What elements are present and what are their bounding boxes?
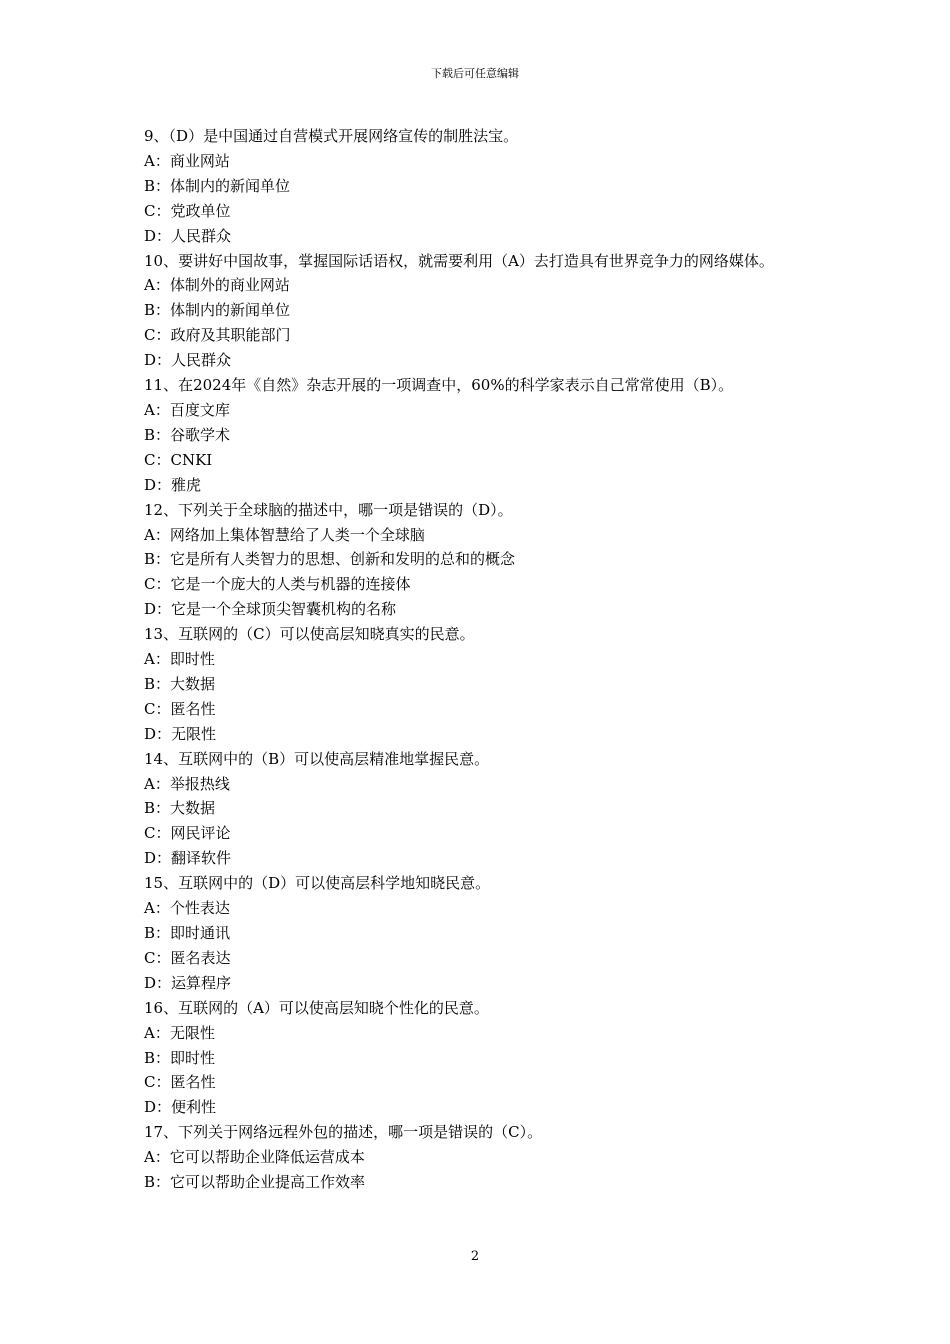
option-a: A：体制外的商业网站 — [144, 276, 290, 295]
question-text: 15、互联网中的（D）可以使高层科学地知晓民意。 — [144, 874, 491, 893]
question-text: 10、要讲好中国故事，掌握国际话语权，就需要利用（A）去打造具有世界竞争力的网络媒体。 — [144, 251, 774, 270]
option-c: C：党政单位 — [144, 201, 231, 220]
option-d: D：运算程序 — [144, 973, 232, 992]
option-b: B：谷歌学术 — [144, 425, 231, 444]
option-d: D：人民群众 — [144, 226, 232, 245]
option-b: B：大数据 — [144, 674, 216, 693]
option-d: D：它是一个全球顶尖智囊机构的名称 — [144, 600, 397, 619]
option-b: B：体制内的新闻单位 — [144, 301, 291, 320]
option-b: B：它是所有人类智力的思想、创新和发明的总和的概念 — [144, 550, 516, 569]
question-text: 17、下列关于网络远程外包的描述，哪一项是错误的（C）。 — [144, 1123, 543, 1142]
option-d: D：人民群众 — [144, 351, 232, 370]
option-a: A：百度文库 — [144, 400, 230, 419]
option-d: D：翻译软件 — [144, 849, 232, 868]
option-b: B：大数据 — [144, 799, 216, 818]
option-a: A：无限性 — [144, 1023, 215, 1042]
option-b: B：体制内的新闻单位 — [144, 176, 291, 195]
question-text: 16、互联网的（A）可以使高层知晓个性化的民意。 — [144, 998, 489, 1017]
option-b: B：它可以帮助企业提高工作效率 — [144, 1173, 366, 1192]
page-header: 下载后可任意编辑 — [431, 67, 519, 80]
option-a: A：它可以帮助企业降低运营成本 — [144, 1148, 365, 1167]
option-a: A：即时性 — [144, 650, 215, 669]
option-a: A：举报热线 — [144, 774, 230, 793]
option-a: A：网络加上集体智慧给了人类一个全球脑 — [144, 525, 425, 544]
option-b: B：即时性 — [144, 1048, 216, 1067]
option-b: B：即时通讯 — [144, 924, 231, 942]
question-text: 13、互联网的（C）可以使高层知晓真实的民意。 — [144, 625, 475, 644]
option-d: D：便利性 — [144, 1098, 217, 1117]
page-number: 2 — [470, 1249, 480, 1264]
option-a: A：商业网站 — [144, 151, 230, 170]
option-d: D：雅虎 — [144, 475, 202, 494]
option-c: C：匿名性 — [144, 1073, 216, 1092]
option-c: C：它是一个庞大的人类与机器的连接体 — [144, 575, 411, 594]
question-text: 9、（D）是中国通过自营模式开展网络宣传的制胜法宝。 — [144, 127, 519, 145]
option-c: C：CNKI — [144, 450, 213, 469]
option-c: C：网民评论 — [144, 824, 231, 843]
option-c: C：匿名表达 — [144, 948, 231, 967]
option-a: A：个性表达 — [144, 899, 230, 918]
option-c: C：匿名性 — [144, 699, 216, 718]
question-text: 14、互联网中的（B）可以使高层精准地掌握民意。 — [144, 749, 490, 768]
option-c: C：政府及其职能部门 — [144, 326, 291, 345]
question-text: 11、在2024年《自然》杂志开展的一项调查中，60%的科学家表示自己常常使用（B）。 — [144, 376, 734, 395]
question-text: 12、下列关于全球脑的描述中，哪一项是错误的（D）。 — [144, 500, 513, 519]
question-list — [144, 124, 816, 1195]
option-d: D：无限性 — [144, 724, 217, 743]
